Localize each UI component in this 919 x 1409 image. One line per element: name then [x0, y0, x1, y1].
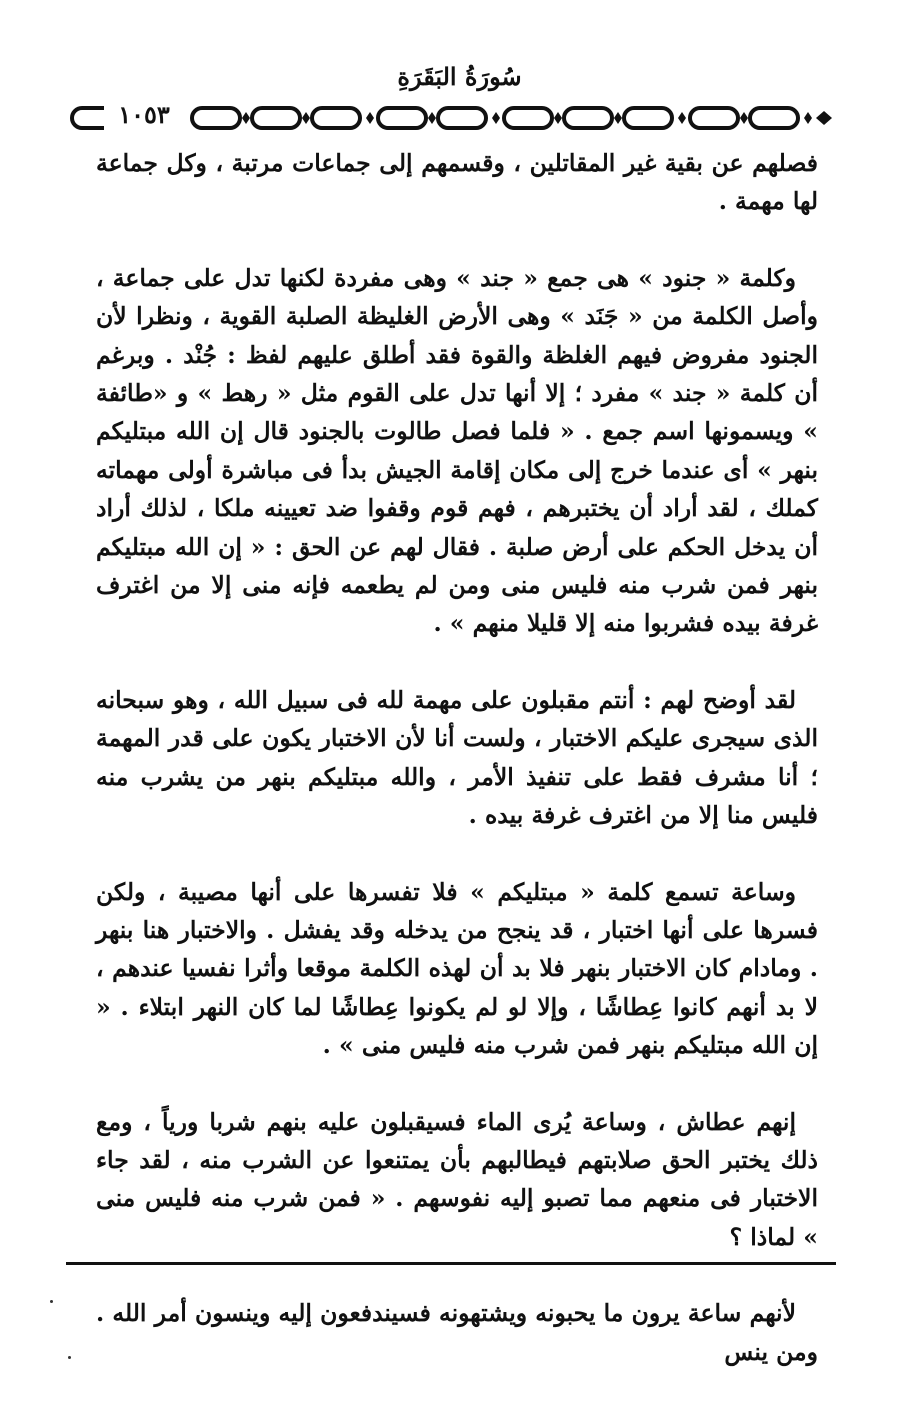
- page-number: ١٠٥٣: [104, 98, 184, 132]
- page-body: [96, 144, 818, 1409]
- paragraph: لأنهم ساعة يرون ما يحبونه ويشتهونه فسيندفعون إليه وينسون أمر الله . ومن ينس: [96, 1299, 818, 1366]
- paragraph: لقد أوضح لهم : أنتم مقبلون على مهمة لله فى سبيل الله ، وهو سبحانه الذى سيجرى عليكم الاختبار ، ولست أنا لأن الاختبار يكون على قدر المهمة ؛ أنا مشرف فقط على تنفيذ الأمر ، والله مبتليكم بنهر من يشرب منه فليس منا إلا من اغترف غرفة بيده .: [96, 685, 818, 830]
- scan-speck: [68, 1356, 71, 1359]
- footer-rule: [66, 1262, 836, 1265]
- paragraph: وكلمة « جنود » هى جمع « جند » وهى مفردة لكنها تدل على جماعة ، وأصل الكلمة من « جَنَد » وهى الأرض الغليظة الصلبة القوية ، ونظرا لأن الجنود مفروض فيهم الغلظة والقوة فقد أطلق عليهم لفظ : جُنْد . وبرغم أن كلمة « جند » مفرد ؛ إلا أنها تدل على القوم مثل « رهط » و «طائفة » ويسمونها اسم جمع . « فلما فصل طالوت بالجنود قال إن الله مبتليكم بنهر » أى عندما خرج إلى مكان إقامة الجيش بدأ فى مباشرة أولى مهماته كملك ، لقد أراد أن يختبرهم ، فهم قوم وقفوا ضد تعيينه ملكا ، لذلك أراد أن يدخل الحكم على أرض صلبة . فقال لهم عن الحق : « إن الله مبتليكم بنهر فمن شرب منه فليس منى ومن لم يطعمه فإنه منى إلا من اغترف غرفة بيده فشربوا منه إلا قليلا منهم » .: [96, 263, 818, 638]
- paragraph: إنهم عطاش ، وساعة يُرى الماء فسيقبلون عليه بنهم شربا ورياً ، ومع ذلك يختبر الحق صلابتهم فيطالبهم بأن يمتنعوا عن الشرب منه ، لقد جاء الاختبار فى منعهم مما تصبو إليه نفوسهم . « فمن شرب منه فليس منى » لماذا ؟: [96, 1107, 818, 1251]
- paragraph: فصلهم عن بقية غير المقاتلين ، وقسمهم إلى جماعات مرتبة ، وكل جماعة لها مهمة .: [96, 149, 818, 216]
- paragraph: وساعة تسمع كلمة « مبتليكم » فلا تفسرها على أنها مصيبة ، ولكن فسرها على أنها اختبار ، قد ينجح من يدخله وقد يفشل . والاختبار هنا بنهر . ومادام كان الاختبار بنهر فلا بد أن لهذه الكلمة موقعا وأثرا نفسيا عندهم ، لا بد أنهم كانوا عِطاشًا ، وإلا لو لم يكونوا عِطاشًا لما كان النهر ابتلاء . « إن الله مبتليكم بنهر فمن شرب منه فليس منى » .: [96, 877, 818, 1060]
- scan-speck: [50, 1300, 53, 1303]
- surah-title: سُورَةُ البَقَرَةِ: [397, 62, 522, 91]
